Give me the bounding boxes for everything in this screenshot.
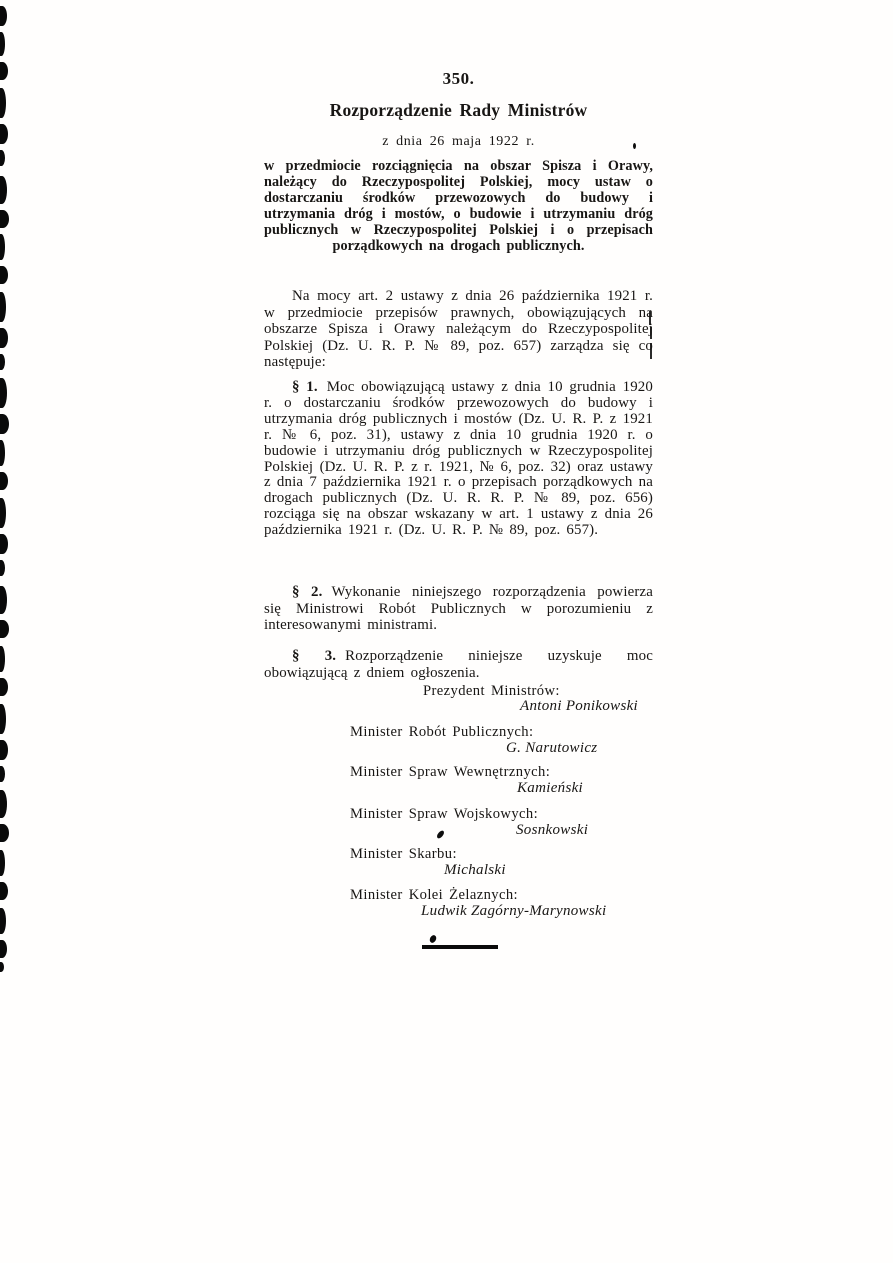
signature-name: Sosnkowski (516, 822, 589, 838)
document-date: z dnia 26 maja 1922 r. (382, 134, 535, 149)
scan-artifact-blob (0, 704, 6, 734)
scan-artifact-blob (0, 646, 5, 672)
signature-name: G. Narutowicz (506, 740, 598, 756)
section-text: Rozporządzenie niniejsze uzyskuje moc obowiązującą z dniem ogłoszenia. (264, 648, 653, 681)
section-paragraph-3 (264, 648, 653, 681)
scan-artifact-blob (0, 176, 7, 204)
scan-artifact-blob (0, 560, 5, 576)
scan-artifact-blob (0, 414, 9, 434)
scan-artifact-blob (0, 766, 5, 782)
scan-artifact-blob (0, 850, 5, 876)
scan-artifact-blob (0, 62, 8, 80)
scan-artifact-blob (0, 940, 7, 958)
scan-artifact-blob (0, 210, 9, 228)
signature-name: Kamieński (517, 780, 584, 796)
scan-artifact-blob (0, 498, 6, 528)
section-number: § 1. (292, 379, 318, 395)
scan-artifact-blob (0, 124, 8, 144)
scan-artifact-blob (0, 234, 5, 260)
scan-artifact-blob (0, 6, 7, 26)
section-paragraph-2 (264, 584, 653, 634)
scan-artifact-blob (0, 882, 8, 900)
scan-artifact-blob (0, 534, 8, 554)
scan-artifact-blob (0, 740, 8, 760)
scan-artifact-blob (0, 440, 5, 466)
scan-artifact-blob (0, 88, 6, 118)
scan-artifact-blob (0, 472, 8, 490)
section-text: Wykonanie niniejszego rozporządzenia powierza się Ministrowi Robót Publicznych w porozumieniu z interesowanymi ministrami. (264, 584, 654, 633)
signature-title: Minister Spraw Wojskowych: (350, 806, 539, 822)
scan-artifact-blob (0, 586, 7, 614)
document-title: Rozporządzenie Rady Ministrów (329, 100, 588, 120)
scan-artifact-blob (0, 354, 5, 370)
scan-artifact-blob (0, 824, 9, 842)
scan-artifact-blob (0, 678, 8, 696)
scan-artifact-blob (0, 328, 8, 348)
end-mark-dot (428, 934, 437, 944)
signature-title: Minister Kolei Żelaznych: (350, 887, 518, 903)
scan-artifact-blob (0, 962, 4, 972)
scan-artifact-blob (0, 150, 5, 166)
end-mark-rule (422, 945, 498, 949)
signature-name: Ludwik Zagórny-Marynowski (421, 903, 607, 919)
scan-artifact-blob (0, 908, 6, 934)
signature-name: Antoni Ponikowski (520, 698, 639, 714)
section-number: § 3. (292, 648, 337, 664)
scan-artifact-ink-dot (436, 829, 446, 839)
scan-artifact-blob (0, 292, 6, 322)
scan-artifact-blob (0, 32, 5, 56)
signature-title: Prezydent Ministrów: (423, 683, 560, 699)
section-paragraph-1 (264, 380, 653, 539)
section-text: Moc obowiązującą ustawy z dnia 10 grudnia 1920 r. o dostarczaniu środków przewozowych do budowy i utrzymania dróg publicznych i mostów (Dz. U. R. P. z 1921 r. № 6, poz. 31), ustawy z dnia 10 grudnia 1920 r. o budowie i utrzymaniu dróg publicznych w Rzeczypospolitej Polskiej (Dz. U. R. P. z r. 1921, № 6, poz. 32) oraz ustawy z dnia 7 października 1921 r. o przepisach porządkowych na drogach publicznych (Dz. U. R. R. P. № 89, poz. 656) rozciąga się na obszar wskazany w art. 1 ustawy z dnia 26 października 1921 r. (Dz. U. R. P. № 89, poz. 657). (264, 379, 653, 539)
article-number: 350. (442, 69, 475, 88)
document-subject: w przedmiocie rozciągnięcia na obszar Spisza i Orawy, należący do Rzeczypospolitej Polskiej, mocy ustaw o dostarczaniu środków przewozowych do budowy i utrzymania dróg i mostów, o budowie i utrzymaniu dróg publicznych w Rzeczypospolitej Polskiej i o przepisach porządkowych na drogach publicznych. (264, 158, 653, 254)
signature-title: Minister Spraw Wewnętrznych: (350, 764, 551, 780)
signature-title: Minister Skarbu: (350, 846, 457, 862)
scan-artifact-blob (0, 620, 9, 638)
scan-artifact-blob (0, 378, 7, 408)
section-number: § 2. (292, 584, 323, 600)
signature-name: Michalski (444, 862, 506, 878)
scan-artifact-blob (0, 266, 8, 284)
preamble-paragraph: Na mocy art. 2 ustawy z dnia 26 października 1921 r. w przedmiocie przepisów prawnych, obowiązujących na obszarze Spisza i Orawy należącym do Rzeczypospolitej Polskiej (Dz. U. R. P. № 89, poz. 657) zarządza się co następuje: (264, 288, 653, 370)
signature-title: Minister Robót Publicznych: (350, 724, 534, 740)
scan-artifact-blob (0, 790, 7, 818)
